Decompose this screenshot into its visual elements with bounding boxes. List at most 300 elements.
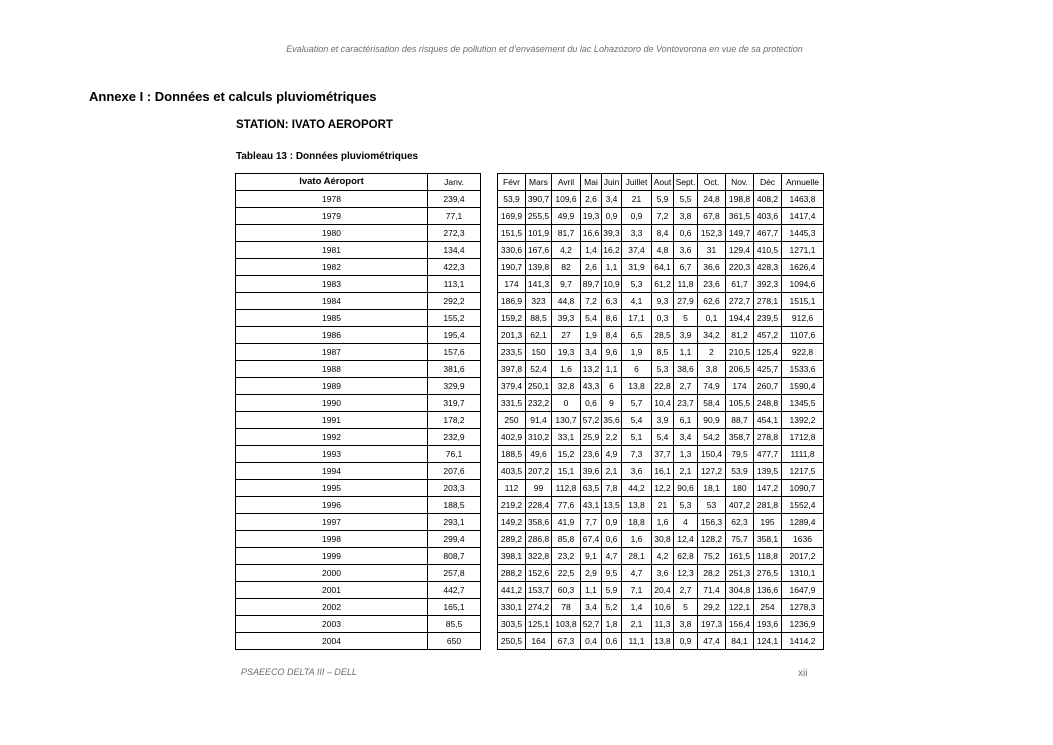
- rainfall-cell: 151,5: [498, 225, 526, 242]
- rainfall-cell: 3,8: [698, 361, 726, 378]
- rainfall-cell: 153,7: [526, 582, 552, 599]
- rainfall-cell: 232,2: [526, 395, 552, 412]
- rainfall-cell: 12,4: [674, 531, 698, 548]
- rainfall-cell: 13,8: [652, 633, 674, 650]
- rainfall-cell: 6: [602, 378, 622, 395]
- rainfall-cell: 7,7: [581, 514, 602, 531]
- column-gap: [481, 378, 498, 395]
- rainfall-cell: 3,8: [674, 616, 698, 633]
- column-header-oct: Oct.: [698, 174, 726, 191]
- rainfall-cell: 3,6: [622, 463, 652, 480]
- rainfall-cell: 124,1: [754, 633, 782, 650]
- rainfall-cell: 323: [526, 293, 552, 310]
- rainfall-cell: 7,1: [622, 582, 652, 599]
- rainfall-cell: 3,6: [674, 242, 698, 259]
- rainfall-cell: 1414,2: [782, 633, 824, 650]
- rainfall-cell: 1090,7: [782, 480, 824, 497]
- rainfall-cell: 4,2: [552, 242, 581, 259]
- table-row: [236, 378, 824, 395]
- table-row: [236, 531, 824, 548]
- rainfall-cell: 15,2: [552, 446, 581, 463]
- rainfall-cell: 7,3: [622, 446, 652, 463]
- rainfall-cell: 410,5: [754, 242, 782, 259]
- table-row: [236, 208, 824, 225]
- rainfall-cell: 0,6: [674, 225, 698, 242]
- rainfall-cell: 7,2: [581, 293, 602, 310]
- rainfall-cell: 441,2: [498, 582, 526, 599]
- rainfall-cell: 193,6: [754, 616, 782, 633]
- rainfall-cell: 85,8: [552, 531, 581, 548]
- rainfall-cell: 0,6: [602, 531, 622, 548]
- rainfall-cell: 220,3: [726, 259, 754, 276]
- rainfall-cell: 1515,1: [782, 293, 824, 310]
- rainfall-cell: 74,9: [698, 378, 726, 395]
- column-header-aout: Aout: [652, 174, 674, 191]
- year-cell: 1986: [236, 327, 428, 344]
- rainfall-cell: 53,9: [726, 463, 754, 480]
- rainfall-cell: 6,3: [602, 293, 622, 310]
- rainfall-cell: 1111,8: [782, 446, 824, 463]
- rainfall-cell: 1,3: [674, 446, 698, 463]
- column-gap: [481, 497, 498, 514]
- rainfall-cell: 67,4: [581, 531, 602, 548]
- rainfall-cell: 149,2: [498, 514, 526, 531]
- rainfall-cell: 239,4: [428, 191, 481, 208]
- rainfall-cell: 81,7: [552, 225, 581, 242]
- rainfall-cell: 2,1: [622, 616, 652, 633]
- rainfall-cell: 64,1: [652, 259, 674, 276]
- rainfall-cell: 232,9: [428, 429, 481, 446]
- rainfall-cell: 122,1: [726, 599, 754, 616]
- rainfall-cell: 5,4: [652, 429, 674, 446]
- column-gap: [481, 582, 498, 599]
- rainfall-cell: 27,9: [674, 293, 698, 310]
- column-gap: [481, 310, 498, 327]
- rainfall-cell: 11,1: [622, 633, 652, 650]
- rainfall-cell: 381,6: [428, 361, 481, 378]
- column-gap: [481, 259, 498, 276]
- column-header-sept: Sept.: [674, 174, 698, 191]
- rainfall-cell: 17,1: [622, 310, 652, 327]
- column-gap: [481, 514, 498, 531]
- rainfall-cell: 37,4: [622, 242, 652, 259]
- rainfall-cell: 358,7: [726, 429, 754, 446]
- running-header: Evaluation et caractérisation des risques de pollution et d’envasement du lac Lohazozoro de Vontovorona en vue de sa protection: [286, 44, 803, 54]
- rainfall-cell: 254: [754, 599, 782, 616]
- rainfall-cell: 272,7: [726, 293, 754, 310]
- column-gap: [481, 633, 498, 650]
- column-header-janv: Janv.: [428, 174, 481, 191]
- rainfall-cell: 407,2: [726, 497, 754, 514]
- rainfall-cell: 2,2: [602, 429, 622, 446]
- column-header-annuelle: Annuelle: [782, 174, 824, 191]
- rainfall-cell: 289,2: [498, 531, 526, 548]
- rainfall-cell: 61,7: [726, 276, 754, 293]
- rainfall-cell: 21: [622, 191, 652, 208]
- rainfall-cell: 186,9: [498, 293, 526, 310]
- year-cell: 1983: [236, 276, 428, 293]
- rainfall-cell: 1626,4: [782, 259, 824, 276]
- rainfall-cell: 18,1: [698, 480, 726, 497]
- rainfall-cell: 304,8: [726, 582, 754, 599]
- rainfall-cell: 0,9: [602, 514, 622, 531]
- rainfall-cell: 0,1: [698, 310, 726, 327]
- rainfall-cell: 53,9: [498, 191, 526, 208]
- rainfall-cell: 25,9: [581, 429, 602, 446]
- rainfall-cell: 1636: [782, 531, 824, 548]
- rainfall-cell: 141,3: [526, 276, 552, 293]
- rainfall-cell: 330,1: [498, 599, 526, 616]
- rainfall-cell: 9,1: [581, 548, 602, 565]
- rainfall-cell: 1345,5: [782, 395, 824, 412]
- rainfall-cell: 1712,8: [782, 429, 824, 446]
- rainfall-cell: 76,1: [428, 446, 481, 463]
- table-row: [236, 327, 824, 344]
- rainfall-cell: 248,8: [754, 395, 782, 412]
- rainfall-cell: 0: [552, 395, 581, 412]
- rainfall-cell: 37,7: [652, 446, 674, 463]
- rainfall-cell: 1236,9: [782, 616, 824, 633]
- year-cell: 1985: [236, 310, 428, 327]
- table-row: [236, 429, 824, 446]
- table-row: [236, 548, 824, 565]
- column-gap: [481, 208, 498, 225]
- rainfall-cell: 194,4: [726, 310, 754, 327]
- rainfall-cell: 403,6: [754, 208, 782, 225]
- rainfall-cell: 28,2: [698, 565, 726, 582]
- table-row: [236, 582, 824, 599]
- rainfall-cell: 403,5: [498, 463, 526, 480]
- rainfall-cell: 139,5: [754, 463, 782, 480]
- table-row: [236, 242, 824, 259]
- rainfall-cell: 43,1: [581, 497, 602, 514]
- rainfall-cell: 5,1: [622, 429, 652, 446]
- rainfall-cell: 75,2: [698, 548, 726, 565]
- column-gap: [481, 412, 498, 429]
- rainfall-cell: 361,5: [726, 208, 754, 225]
- rainfall-cell: 39,6: [581, 463, 602, 480]
- rainfall-cell: 1,1: [602, 259, 622, 276]
- rainfall-cell: 101,9: [526, 225, 552, 242]
- year-cell: 2003: [236, 616, 428, 633]
- rainfall-cell: 167,6: [526, 242, 552, 259]
- rainfall-cell: 5,9: [602, 582, 622, 599]
- rainfall-cell: 103,8: [552, 616, 581, 633]
- rainfall-cell: 130,7: [552, 412, 581, 429]
- table-row: [236, 276, 824, 293]
- year-cell: 1987: [236, 344, 428, 361]
- rainfall-cell: 358,1: [754, 531, 782, 548]
- rainfall-cell: 1,4: [581, 242, 602, 259]
- rainfall-cell: 195,4: [428, 327, 481, 344]
- rainfall-cell: 7,8: [602, 480, 622, 497]
- rainfall-cell: 109,6: [552, 191, 581, 208]
- column-gap: [481, 565, 498, 582]
- rainfall-cell: 84,1: [726, 633, 754, 650]
- rainfall-cell: 99: [526, 480, 552, 497]
- rainfall-cell: 8,5: [652, 344, 674, 361]
- rainfall-cell: 10,9: [602, 276, 622, 293]
- table-row: [236, 412, 824, 429]
- rainfall-cell: 31: [698, 242, 726, 259]
- table-row: [236, 395, 824, 412]
- rainfall-cell: 0,9: [622, 208, 652, 225]
- column-header-dec: Déc: [754, 174, 782, 191]
- rainfall-cell: 9,6: [602, 344, 622, 361]
- rainfall-cell: 174: [498, 276, 526, 293]
- rainfall-cell: 251,3: [726, 565, 754, 582]
- rainfall-cell: 310,2: [526, 429, 552, 446]
- year-cell: 1981: [236, 242, 428, 259]
- rainfall-cell: 58,4: [698, 395, 726, 412]
- rainfall-cell: 303,5: [498, 616, 526, 633]
- column-gap: [481, 327, 498, 344]
- rainfall-cell: 6,5: [622, 327, 652, 344]
- rainfall-cell: 1278,3: [782, 599, 824, 616]
- rainfall-cell: 52,7: [581, 616, 602, 633]
- rainfall-cell: 0,6: [602, 633, 622, 650]
- rainfall-cell: 9,5: [602, 565, 622, 582]
- rainfall-cell: 44,2: [622, 480, 652, 497]
- rainfall-cell: 156,4: [726, 616, 754, 633]
- rainfall-cell: 398,1: [498, 548, 526, 565]
- rainfall-cell: 5,7: [622, 395, 652, 412]
- rainfall-cell: 10,6: [652, 599, 674, 616]
- table-row: [236, 361, 824, 378]
- column-header-nov: Nov.: [726, 174, 754, 191]
- rainfall-cell: 29,2: [698, 599, 726, 616]
- rainfall-cell: 8,4: [602, 327, 622, 344]
- rainfall-cell: 78: [552, 599, 581, 616]
- rainfall-cell: 1,1: [674, 344, 698, 361]
- year-cell: 1997: [236, 514, 428, 531]
- rainfall-cell: 54,2: [698, 429, 726, 446]
- rainfall-cell: 278,1: [754, 293, 782, 310]
- rainfall-cell: 1,9: [622, 344, 652, 361]
- rainfall-cell: 1,4: [622, 599, 652, 616]
- rainfall-cell: 1,6: [622, 531, 652, 548]
- rainfall-cell: 3,6: [652, 565, 674, 582]
- rainfall-cell: 31,9: [622, 259, 652, 276]
- rainfall-cell: 293,1: [428, 514, 481, 531]
- rainfall-cell: 210,5: [726, 344, 754, 361]
- table-row: [236, 599, 824, 616]
- column-gap: [481, 446, 498, 463]
- annex-title: Annexe I : Données et calculs pluviométriques: [89, 89, 377, 104]
- rainfall-cell: 3,8: [674, 208, 698, 225]
- rainfall-cell: 49,6: [526, 446, 552, 463]
- rainfall-cell: 21: [652, 497, 674, 514]
- rainfall-cell: 174: [726, 378, 754, 395]
- rainfall-cell: 81,2: [726, 327, 754, 344]
- rainfall-cell: 392,3: [754, 276, 782, 293]
- rainfall-cell: 4,7: [602, 548, 622, 565]
- rainfall-cell: 5,3: [652, 361, 674, 378]
- rainfall-cell: 188,5: [428, 497, 481, 514]
- rainfall-cell: 239,5: [754, 310, 782, 327]
- rainfall-cell: 5: [674, 599, 698, 616]
- rainfall-cell: 2,7: [674, 378, 698, 395]
- rainfall-cell: 2,1: [602, 463, 622, 480]
- column-header-mai: Mai: [581, 174, 602, 191]
- rainfall-cell: 1271,1: [782, 242, 824, 259]
- rainfall-cell: 188,5: [498, 446, 526, 463]
- rainfall-cell: 125,4: [754, 344, 782, 361]
- rainfall-cell: 0,6: [581, 395, 602, 412]
- rainfall-cell: 5,9: [652, 191, 674, 208]
- rainfall-cell: 257,8: [428, 565, 481, 582]
- rainfall-cell: 288,2: [498, 565, 526, 582]
- rainfall-cell: 118,8: [754, 548, 782, 565]
- rainfall-cell: 1107,6: [782, 327, 824, 344]
- year-cell: 1992: [236, 429, 428, 446]
- rainfall-cell: 15,1: [552, 463, 581, 480]
- rainfall-cell: 201,3: [498, 327, 526, 344]
- column-header-avril: Avril: [552, 174, 581, 191]
- rainfall-cell: 62,8: [674, 548, 698, 565]
- rainfall-cell: 28,1: [622, 548, 652, 565]
- column-gap: [481, 548, 498, 565]
- column-header-juin: Juin: [602, 174, 622, 191]
- year-cell: 1984: [236, 293, 428, 310]
- rainfall-cell: 71,4: [698, 582, 726, 599]
- rainfall-cell: 128,2: [698, 531, 726, 548]
- rainfall-cell: 5,4: [581, 310, 602, 327]
- year-cell: 2000: [236, 565, 428, 582]
- rainfall-cell: 75,7: [726, 531, 754, 548]
- rainfall-cell: 2,1: [674, 463, 698, 480]
- rainfall-cell: 8,6: [602, 310, 622, 327]
- rainfall-cell: 149,7: [726, 225, 754, 242]
- rainfall-cell: 152,6: [526, 565, 552, 582]
- rainfall-cell: 250,1: [526, 378, 552, 395]
- rainfall-cell: 2,6: [581, 191, 602, 208]
- rainfall-cell: 85,5: [428, 616, 481, 633]
- rainfall-cell: 1,1: [581, 582, 602, 599]
- rainfall-cell: 1552,4: [782, 497, 824, 514]
- rainfall-cell: 3,4: [581, 344, 602, 361]
- rainfall-cell: 20,4: [652, 582, 674, 599]
- rainfall-cell: 912,6: [782, 310, 824, 327]
- rainfall-cell: 8,4: [652, 225, 674, 242]
- rainfall-cell: 390,7: [526, 191, 552, 208]
- rainfall-cell: 454,1: [754, 412, 782, 429]
- rainfall-cell: 165,1: [428, 599, 481, 616]
- year-cell: 1989: [236, 378, 428, 395]
- column-gap: [481, 429, 498, 446]
- rainfall-cell: 77,6: [552, 497, 581, 514]
- column-gap: [481, 242, 498, 259]
- rainfall-cell: 0,9: [602, 208, 622, 225]
- rainfall-cell: 43,3: [581, 378, 602, 395]
- rainfall-cell: 1445,3: [782, 225, 824, 242]
- rainfall-cell: 477,7: [754, 446, 782, 463]
- rainfall-cell: 23,7: [674, 395, 698, 412]
- table-row: [236, 633, 824, 650]
- rainfall-cell: 156,3: [698, 514, 726, 531]
- rainfall-cell: 922,8: [782, 344, 824, 361]
- rainfall-cell: 23,6: [698, 276, 726, 293]
- rainfall-cell: 23,6: [581, 446, 602, 463]
- rainfall-cell: 1217,5: [782, 463, 824, 480]
- rainfall-cell: 331,5: [498, 395, 526, 412]
- rainfall-cell: 10,4: [652, 395, 674, 412]
- rainfall-cell: 228,4: [526, 497, 552, 514]
- year-cell: 1999: [236, 548, 428, 565]
- rainfall-cell: 147,2: [754, 480, 782, 497]
- rainfall-cell: 408,2: [754, 191, 782, 208]
- column-header-juillet: Juillet: [622, 174, 652, 191]
- table-row: [236, 463, 824, 480]
- year-cell: 1990: [236, 395, 428, 412]
- rainfall-cell: 67,8: [698, 208, 726, 225]
- rainfall-cell: 650: [428, 633, 481, 650]
- rainfall-cell: 34,2: [698, 327, 726, 344]
- rainfall-cell: 1647,9: [782, 582, 824, 599]
- year-cell: 1993: [236, 446, 428, 463]
- rainfall-cell: 2017,2: [782, 548, 824, 565]
- rainfall-cell: 11,8: [674, 276, 698, 293]
- rainfall-cell: 157,6: [428, 344, 481, 361]
- rainfall-cell: 79,5: [726, 446, 754, 463]
- rainfall-cell: 299,4: [428, 531, 481, 548]
- table-row: [236, 565, 824, 582]
- rainfall-table: [235, 173, 824, 650]
- rainfall-cell: 1,8: [602, 616, 622, 633]
- rainfall-cell: 4,2: [652, 548, 674, 565]
- rainfall-cell: 113,1: [428, 276, 481, 293]
- column-gap: [481, 174, 498, 191]
- year-cell: 1995: [236, 480, 428, 497]
- rainfall-cell: 89,7: [581, 276, 602, 293]
- page-number: xii: [798, 668, 808, 679]
- rainfall-cell: 62,6: [698, 293, 726, 310]
- rainfall-cell: 292,2: [428, 293, 481, 310]
- column-gap: [481, 191, 498, 208]
- rainfall-cell: 161,5: [726, 548, 754, 565]
- rainfall-cell: 16,1: [652, 463, 674, 480]
- rainfall-cell: 0,9: [674, 633, 698, 650]
- table-row: [236, 259, 824, 276]
- rainfall-cell: 19,3: [552, 344, 581, 361]
- table-body: [236, 191, 824, 650]
- rainfall-cell: 62,3: [726, 514, 754, 531]
- rainfall-cell: 329,9: [428, 378, 481, 395]
- column-gap: [481, 225, 498, 242]
- rainfall-cell: 428,3: [754, 259, 782, 276]
- table-row: [236, 497, 824, 514]
- rainfall-cell: 5: [674, 310, 698, 327]
- rainfall-cell: 3,3: [622, 225, 652, 242]
- table-row: [236, 616, 824, 633]
- rainfall-cell: 16,2: [602, 242, 622, 259]
- year-cell: 1980: [236, 225, 428, 242]
- rainfall-cell: 322,8: [526, 548, 552, 565]
- rainfall-cell: 1094,6: [782, 276, 824, 293]
- rainfall-cell: 52,4: [526, 361, 552, 378]
- rainfall-cell: 38,6: [674, 361, 698, 378]
- column-gap: [481, 276, 498, 293]
- rainfall-cell: 281,8: [754, 497, 782, 514]
- rainfall-cell: 88,7: [726, 412, 754, 429]
- rainfall-cell: 28,5: [652, 327, 674, 344]
- rainfall-cell: 125,1: [526, 616, 552, 633]
- rainfall-cell: 2: [698, 344, 726, 361]
- rainfall-cell: 5,5: [674, 191, 698, 208]
- rainfall-cell: 422,3: [428, 259, 481, 276]
- rainfall-cell: 6,1: [674, 412, 698, 429]
- rainfall-cell: 397,8: [498, 361, 526, 378]
